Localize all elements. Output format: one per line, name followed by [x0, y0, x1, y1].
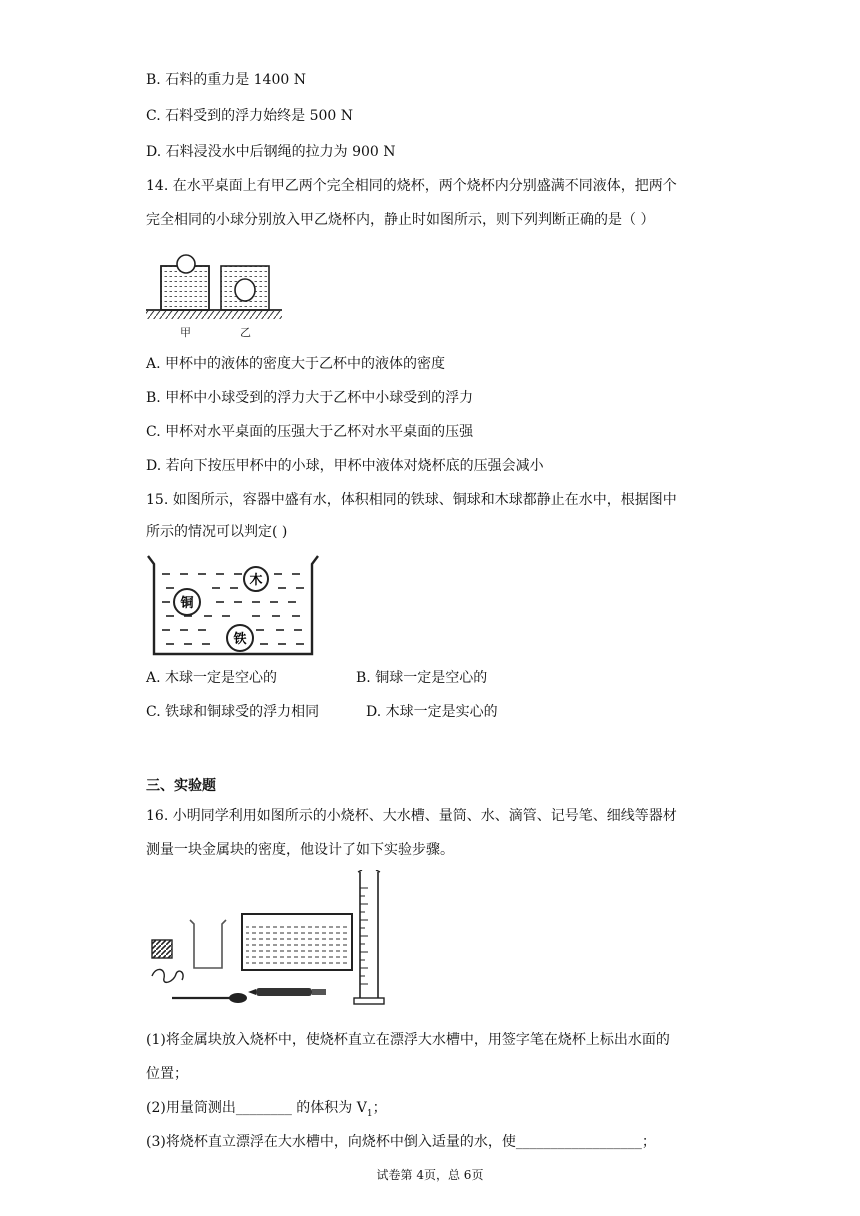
q15-ball-wood-label: 木 [249, 573, 263, 588]
q14-option-c: C. 甲杯对水平桌面的压强大于乙杯对水平桌面的压强 [146, 424, 474, 440]
q14-option-a: A. 甲杯中的液体的密度大于乙杯中的液体的密度 [146, 356, 446, 372]
q16-figure-apparatus [146, 870, 396, 1012]
q15-option-d: D. 木球一定是实心的 [366, 704, 498, 720]
q14-option-d: D. 若向下按压甲杯中的小球，甲杯中液体对烧杯底的压强会减小 [146, 458, 544, 474]
q15-option-c: C. 铁球和铜球受的浮力相同 [146, 704, 320, 720]
q14-stem-line1: 14. 在水平桌面上有甲乙两个完全相同的烧杯，两个烧杯内分别盛满不同液体，把两个 [146, 178, 677, 194]
q15-ball-copper-label: 铜 [180, 596, 194, 611]
q15-stem-line1: 15. 如图所示，容器中盛有水，体积相同的铁球、铜球和木球都静止在水中，根据图中 [146, 492, 677, 508]
dropper-icon [172, 993, 247, 1003]
q14-stem-line2: 完全相同的小球分别放入甲乙烧杯内，静止时如图所示，则下列判断正确的是（ ） [146, 212, 655, 228]
section-title-experiment: 三、实验题 [146, 778, 216, 794]
q13-option-d: D. 石料浸没水中后钢绳的拉力为 900 N [146, 144, 396, 160]
q15-stem-line2: 所示的情况可以判定( ) [146, 524, 288, 540]
q16-step3: (3)将烧杯直立漂浮在大水槽中，向烧杯中倒入适量的水，使__________________； [146, 1134, 656, 1150]
q16-step1-line1: (1)将金属块放入烧杯中，使烧杯直立在漂浮大水槽中，用签字笔在烧杯上标出水面的 [146, 1032, 670, 1048]
q16-stem-line1: 16. 小明同学利用如图所示的小烧杯、大水槽、量筒、水、滴管、记号笔、细线等器材 [146, 808, 677, 824]
q16-step2 [146, 1098, 387, 1124]
q15-option-b: B. 铜球一定是空心的 [356, 670, 488, 686]
q16-stem-line2: 测量一块金属块的密度，他设计了如下实验步骤。 [146, 842, 454, 858]
page-footer: 试卷第 4页，总 6页 [376, 1168, 484, 1182]
q15-ball-iron-label: 铁 [233, 632, 247, 647]
q15-option-a: A. 木球一定是空心的 [146, 670, 278, 686]
q14-label-yi: 乙 [240, 326, 251, 339]
q16-step2-end: ； [372, 1100, 387, 1116]
q14-option-b: B. 甲杯中小球受到的浮力大于乙杯中小球受到的浮力 [146, 390, 474, 406]
metal-block-icon [152, 940, 172, 958]
q15-figure-container [144, 554, 324, 662]
q13-option-b: B. 石料的重力是 1400 N [146, 72, 306, 88]
marker-pen-icon [248, 988, 326, 996]
q16-step2-text: (2)用量筒测出________ 的体积为 V [146, 1100, 367, 1116]
q16-step2-subscript: 1 [366, 1108, 373, 1119]
thread-icon [152, 969, 183, 982]
small-beaker-icon [190, 920, 226, 968]
q13-option-c: C. 石料受到的浮力始终是 500 N [146, 108, 353, 124]
q14-label-jia: 甲 [180, 326, 191, 339]
graduated-cylinder-icon [354, 870, 384, 1004]
q14-figure-beakers [144, 244, 284, 346]
q16-step1-line2: 位置； [146, 1066, 188, 1082]
